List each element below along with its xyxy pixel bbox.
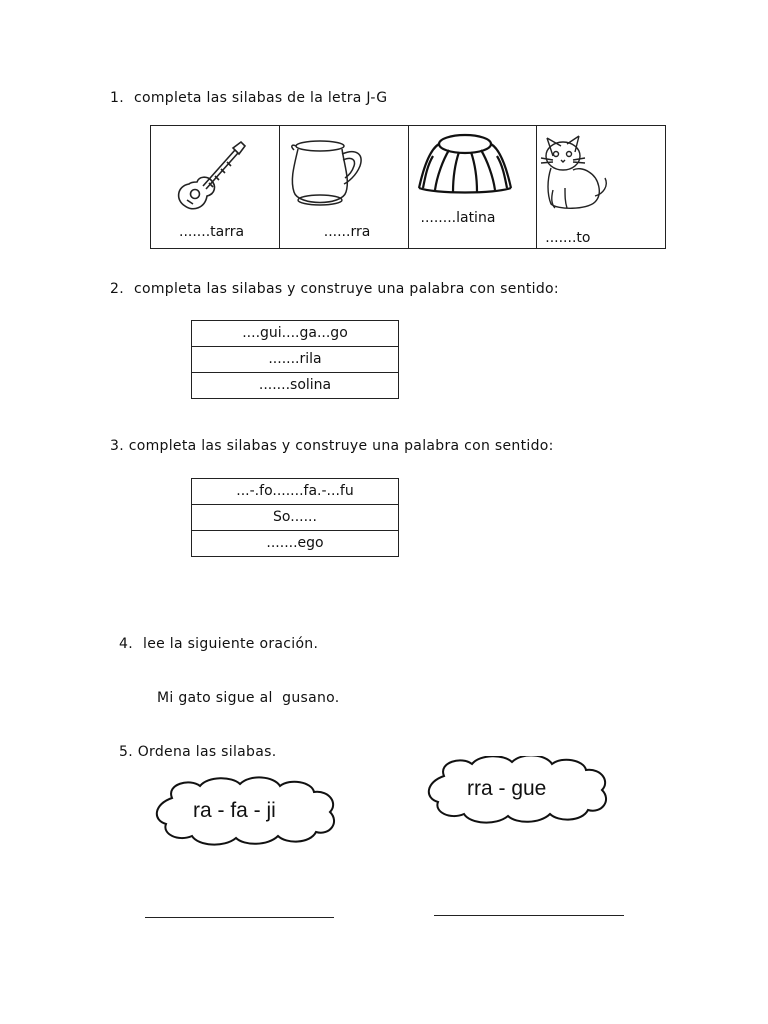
syllable-table-2 — [191, 320, 399, 399]
question-5 — [119, 744, 276, 760]
syllable-row: .......ego — [266, 535, 324, 551]
question-5-number: 5. — [119, 744, 133, 760]
question-1-number: 1. — [110, 90, 124, 106]
jug-icon — [288, 136, 368, 214]
question-2-text: completa las silabas y construye una palabra con sentido: — [134, 281, 559, 297]
gelatin-icon — [415, 130, 515, 200]
syllable-table-3 — [191, 478, 399, 557]
question-2-number: 2. — [110, 281, 124, 297]
item-label-guitar: .......tarra — [179, 224, 245, 240]
syllable-row: So...... — [192, 505, 398, 531]
syllable-row: ....gui....ga...go — [192, 321, 398, 347]
item-label-gelatin: ........latina — [420, 210, 496, 226]
question-3-number: 3. — [110, 438, 124, 454]
item-label-jug: ......rra — [323, 224, 371, 240]
question-1 — [110, 90, 387, 106]
cloud-text-1: ra - fa - ji — [193, 799, 276, 822]
cat-icon — [539, 130, 611, 214]
question-3 — [110, 438, 554, 454]
picture-cell-gelatin — [409, 126, 538, 248]
syllable-row: .......solina — [258, 377, 332, 393]
question-1-text: completa las silabas de la letra J-G — [134, 90, 388, 106]
picture-table — [150, 125, 666, 249]
picture-cell-jug — [280, 126, 409, 248]
picture-cell-guitar — [151, 126, 280, 248]
question-3-text: completa las silabas y construye una palabra con sentido: — [128, 438, 554, 454]
cloud-text-2: rra - gue — [467, 777, 547, 800]
question-5-text: Ordena las silabas. — [137, 744, 277, 760]
answer-line-1[interactable] — [145, 917, 334, 918]
guitar-icon — [169, 136, 249, 216]
reading-sentence: Mi gato sigue al gusano. — [157, 690, 340, 706]
picture-cell-cat — [537, 126, 665, 248]
question-2 — [110, 281, 559, 297]
syllable-row: .......rila — [192, 347, 398, 373]
item-label-cat: .......to — [545, 230, 591, 246]
question-4-text: lee la siguiente oración. — [143, 636, 319, 652]
syllable-row: ...-.fo.......fa.-...fu — [192, 479, 398, 505]
question-4-number: 4. — [119, 636, 133, 652]
question-4 — [119, 636, 318, 652]
answer-line-2[interactable] — [434, 915, 624, 916]
